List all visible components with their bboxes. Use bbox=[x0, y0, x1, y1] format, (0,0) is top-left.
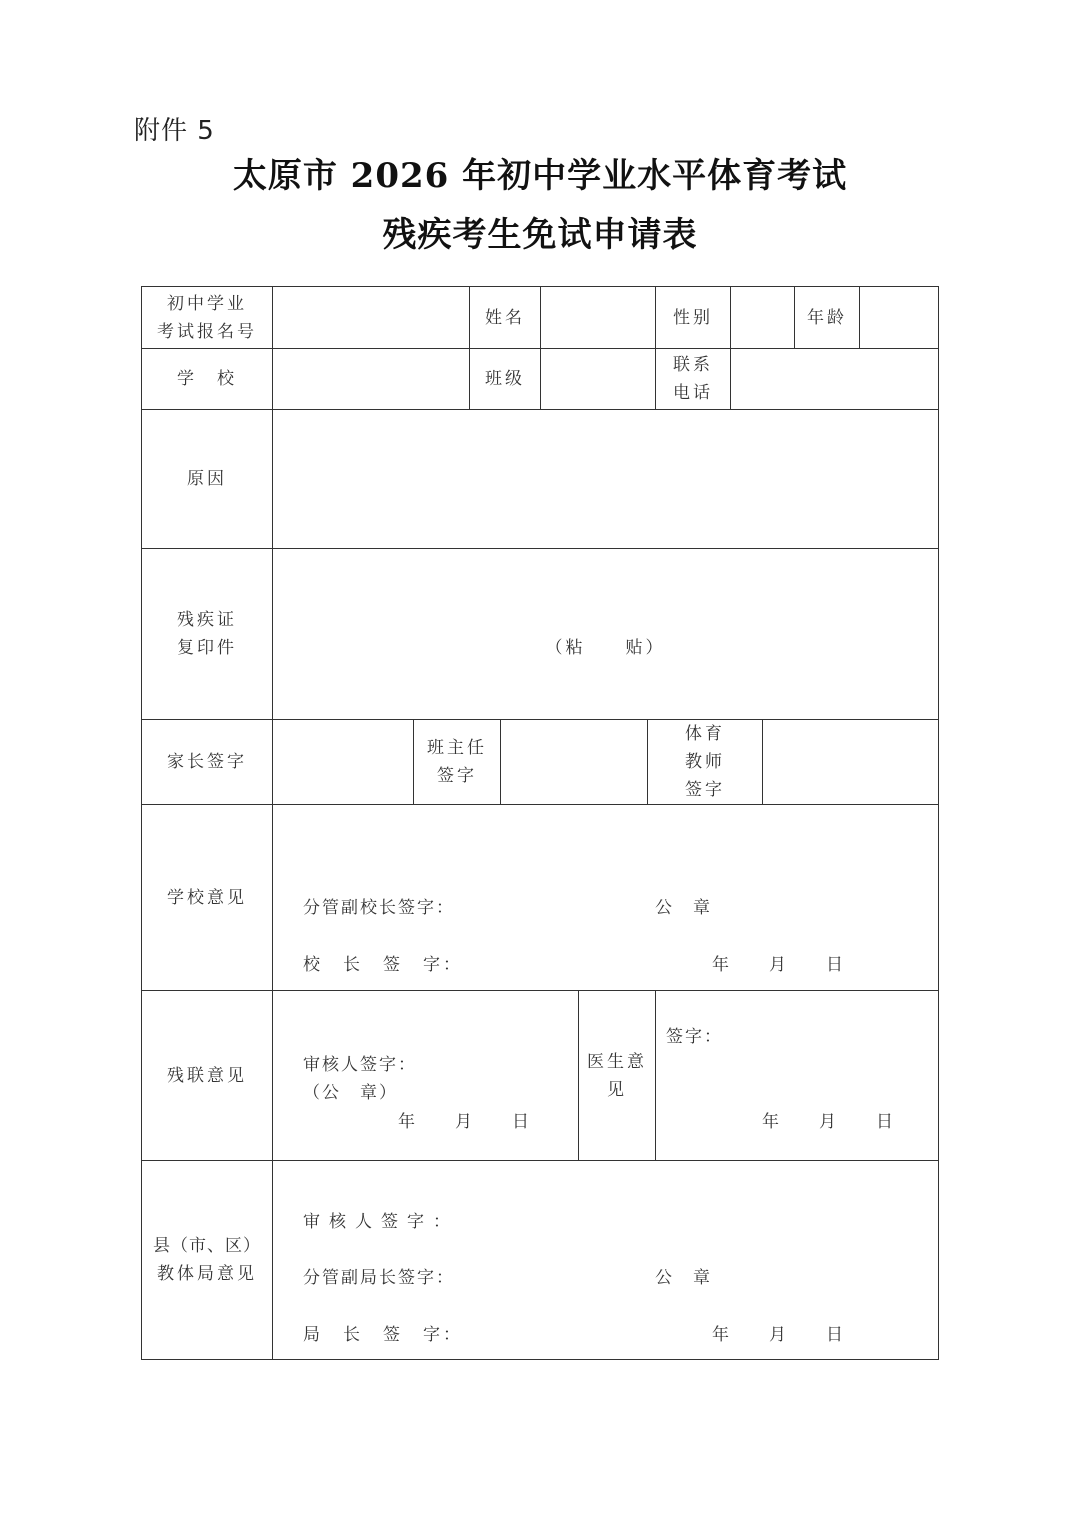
certificate-label bbox=[142, 549, 272, 719]
headteacher-sign-field[interactable] bbox=[501, 720, 647, 804]
gender-label: 性别 bbox=[673, 307, 713, 328]
paste-hint: （粘 贴） bbox=[545, 638, 666, 658]
school-label: 学 校 bbox=[177, 369, 237, 389]
exam-number-field[interactable] bbox=[273, 287, 469, 348]
parent-sign-label: 家长签字 bbox=[167, 752, 247, 772]
county-label-line-1: 县（市、区） bbox=[153, 1236, 261, 1256]
school-opinion-label: 学校意见 bbox=[167, 887, 247, 908]
class-field[interactable] bbox=[541, 349, 655, 409]
vice-director-sign-label: 分管副局长签字： bbox=[303, 1268, 455, 1288]
table-border-bottom bbox=[141, 1359, 939, 1360]
phone-label-line-1: 联系 bbox=[673, 355, 713, 375]
reason-label: 原因 bbox=[187, 469, 227, 489]
federation-seal-label: （公 章） bbox=[303, 1083, 398, 1103]
director-sign-label: 局 长 签 字： bbox=[303, 1325, 463, 1345]
pe-teacher-label-line-3: 签字 bbox=[685, 780, 725, 800]
county-label-line-2: 教体局意见 bbox=[157, 1264, 257, 1284]
name-field[interactable] bbox=[541, 287, 655, 348]
phone-field[interactable] bbox=[731, 349, 938, 409]
phone-label-line-2: 电话 bbox=[673, 383, 713, 403]
disabled-federation-opinion-label: 残联意见 bbox=[167, 1065, 247, 1086]
doctor-opinion-label bbox=[579, 991, 655, 1160]
school-field[interactable] bbox=[273, 349, 469, 409]
attachment-label: 附件 5 bbox=[134, 116, 215, 146]
bureau-opinion-date: 年 月 日 bbox=[712, 1325, 845, 1345]
headteacher-sign-label bbox=[414, 720, 500, 804]
headteacher-sign-label-line-2: 签字 bbox=[437, 766, 477, 786]
certificate-paste-area bbox=[273, 549, 938, 747]
pe-teacher-sign-field[interactable] bbox=[763, 720, 938, 804]
doctor-opinion-date: 年 月 日 bbox=[762, 1112, 895, 1132]
school-opinion-date: 年 月 日 bbox=[712, 955, 845, 975]
certificate-label-line-1: 残疾证 bbox=[177, 610, 237, 630]
school-seal-label: 公 章 bbox=[655, 898, 712, 918]
certificate-label-line-2: 复印件 bbox=[177, 638, 237, 658]
county-education-bureau-opinion-label bbox=[142, 1161, 272, 1359]
form-title-line-2: 残疾考生免试申请表 bbox=[382, 215, 698, 255]
parent-sign-field[interactable] bbox=[273, 720, 413, 804]
exam-number-label-line-2: 考试报名号 bbox=[157, 321, 257, 342]
pe-teacher-sign-label bbox=[648, 720, 762, 804]
table-border-right bbox=[938, 286, 939, 1360]
bureau-reviewer-sign-label: 审核人签字： bbox=[303, 1212, 459, 1232]
doctor-label-line-1: 医生意 bbox=[587, 1051, 647, 1072]
reason-field[interactable] bbox=[273, 410, 938, 548]
pe-teacher-label-line-2: 教师 bbox=[685, 752, 725, 772]
doctor-sign-label: 签字： bbox=[666, 1027, 723, 1047]
class-label: 班级 bbox=[485, 369, 525, 389]
federation-opinion-date: 年 月 日 bbox=[398, 1112, 531, 1132]
doctor-label-line-2: 见 bbox=[607, 1079, 627, 1100]
federation-reviewer-sign-label: 审核人签字： bbox=[303, 1055, 417, 1075]
headteacher-sign-label-line-1: 班主任 bbox=[427, 738, 487, 758]
vice-principal-sign-label: 分管副校长签字： bbox=[303, 898, 455, 918]
exam-number-label-line-1: 初中学业 bbox=[167, 293, 247, 314]
age-field[interactable] bbox=[860, 287, 938, 348]
col-divider bbox=[655, 990, 656, 1160]
gender-field[interactable] bbox=[731, 287, 794, 348]
name-label: 姓名 bbox=[485, 307, 525, 328]
phone-label bbox=[656, 349, 730, 409]
principal-sign-label: 校 长 签 字： bbox=[303, 955, 463, 975]
bureau-seal-label: 公 章 bbox=[655, 1268, 712, 1288]
form-title-line-1: 太原市 2026 年初中学业水平体育考试 bbox=[232, 156, 848, 196]
exam-number-label bbox=[142, 287, 272, 348]
pe-teacher-label-line-1: 体育 bbox=[685, 724, 725, 744]
age-label: 年龄 bbox=[807, 307, 847, 328]
